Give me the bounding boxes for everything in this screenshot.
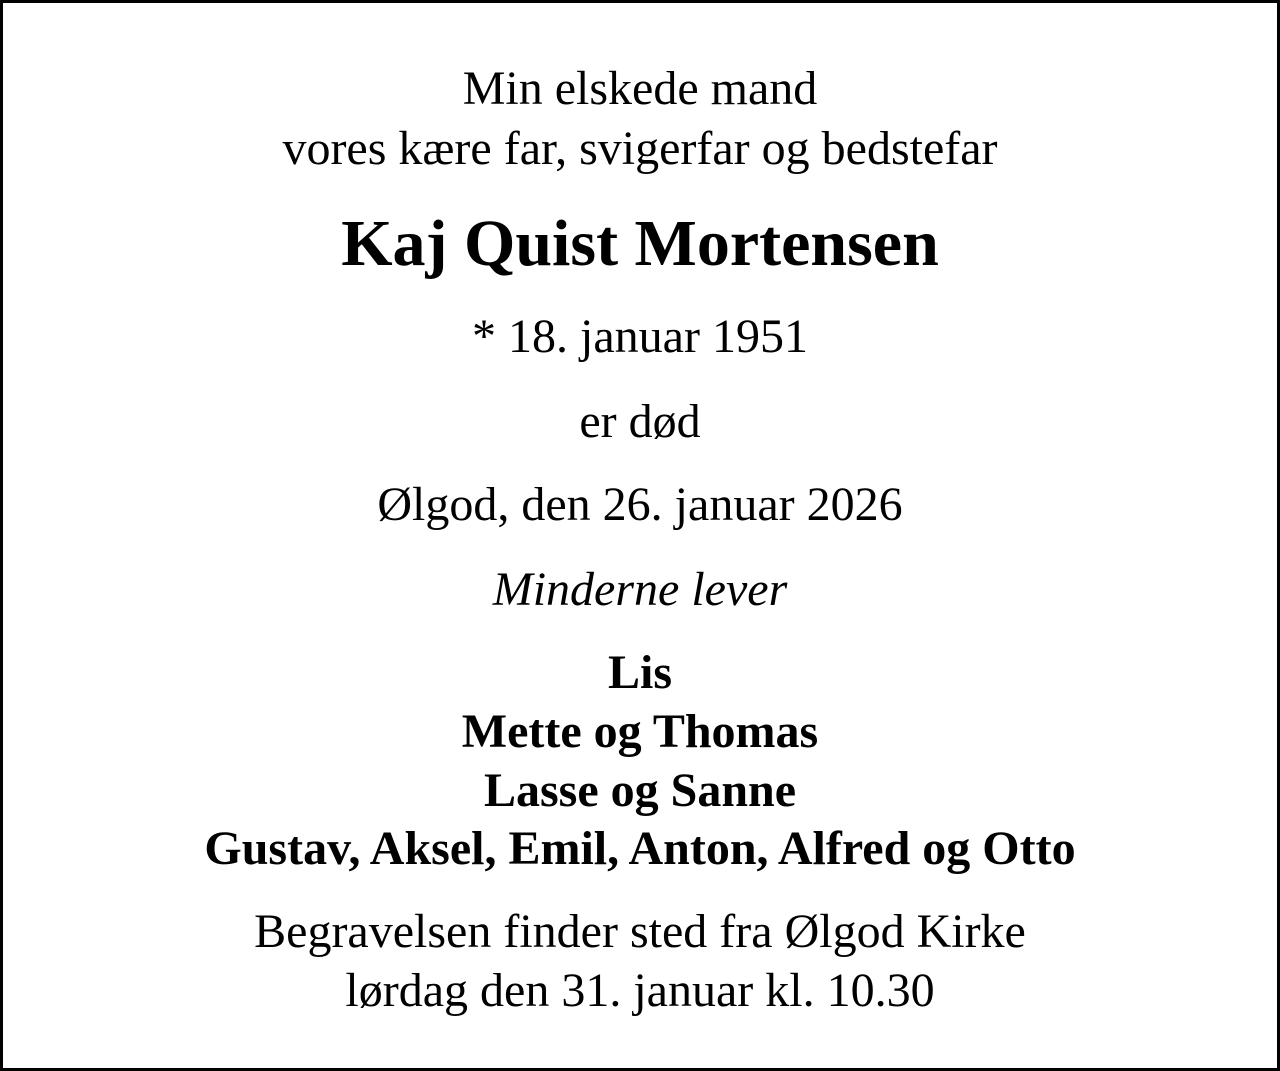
family-member: Mette og Thomas [461,705,819,758]
family-member: Lasse og Sanne [483,764,797,817]
family-member: Lis [607,646,673,699]
place-and-date: Ølgod, den 26. januar 2026 [377,478,903,531]
funeral-line-2: lørdag den 31. januar kl. 10.30 [345,964,935,1017]
deceased-name: Kaj Quist Mortensen [341,207,939,280]
status-text: er død [579,395,701,448]
birth-date: * 18. januar 1951 [472,310,808,363]
motto: Minderne lever [492,563,788,616]
intro-line-2: vores kære far, svigerfar og bedstefar [282,122,998,175]
funeral-line-1: Begravelsen finder sted fra Ølgod Kirke [254,905,1026,958]
intro-line-1: Min elskede mand [462,62,818,115]
family-member: Gustav, Aksel, Emil, Anton, Alfred og Otto [204,822,1076,875]
